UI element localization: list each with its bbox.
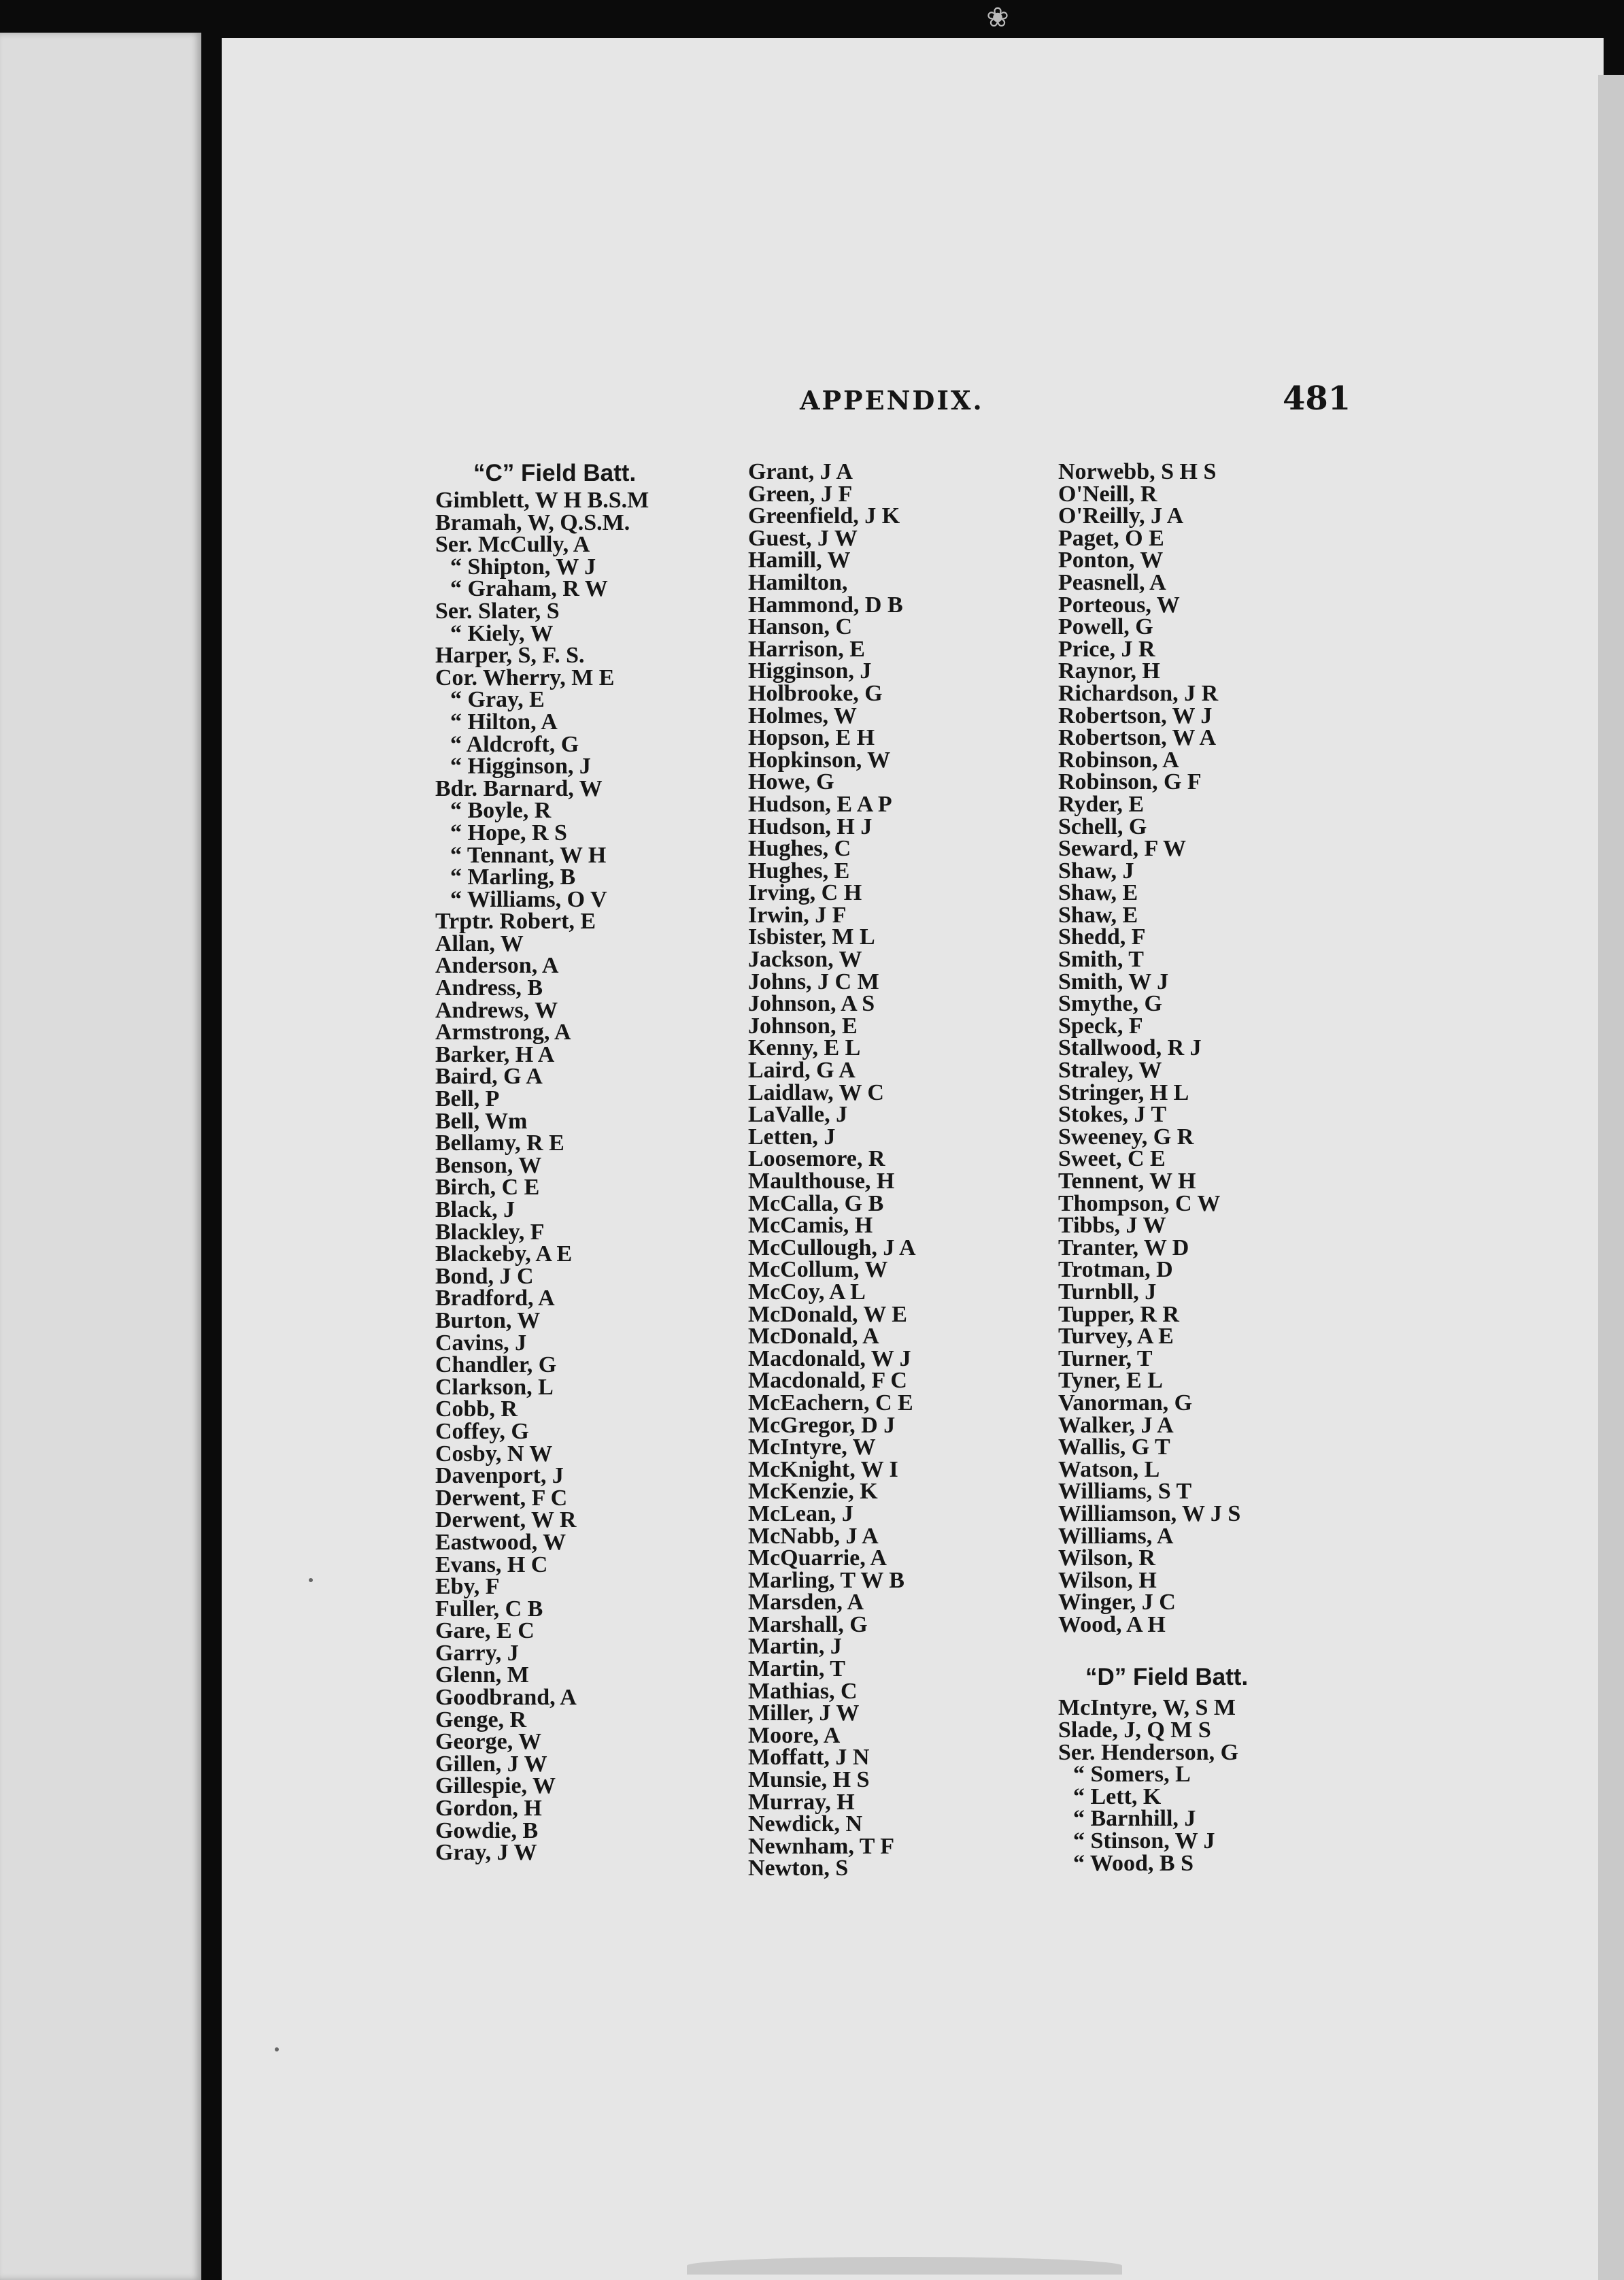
name-entry: Johnson, E [748,1013,858,1039]
name-entry: Gillen, J W [435,1751,547,1777]
name-entry: Norwebb, S H S [1058,459,1217,484]
name-entry: Green, J F [748,481,853,507]
name-entry: Cobb, R [435,1396,518,1422]
name-entry: Burton, W [435,1307,541,1333]
name-entry: “ Kiely, W [450,620,554,646]
name-entry: Speck, F [1058,1013,1143,1039]
name-entry: Eastwood, W [435,1529,566,1555]
name-entry: Peasnell, A [1058,569,1166,595]
name-entry: Robertson, W J [1058,703,1213,728]
name-entry: Stokes, J T [1058,1102,1167,1128]
name-entry: Cosby, N W [435,1441,553,1466]
name-entry: Johns, J C M [748,969,879,994]
name-entry: “ Tennant, W H [450,842,607,868]
left-page [0,33,201,2280]
name-entry: Andrews, W [435,997,558,1023]
name-entry: Williams, S T [1058,1479,1192,1505]
page-edge [1598,75,1624,2280]
name-entry: Loosemore, R [748,1146,885,1172]
name-entry: Tranter, W D [1058,1235,1189,1260]
name-entry: Shaw, E [1058,880,1138,906]
name-entry: Shedd, F [1058,924,1146,950]
name-entry: Goodbrand, A [435,1685,577,1711]
name-entry: Davenport, J [435,1463,564,1489]
name-entry: McDonald, A [748,1324,879,1349]
name-entry: Irwin, J F [748,902,847,928]
name-entry: Ser. McCully, A [435,532,590,558]
name-entry: Gimblett, W H B.S.M [435,488,649,513]
name-entry: Macdonald, W J [748,1345,911,1371]
name-entry: McGregor, D J [748,1412,896,1438]
name-entry: Bdr. Barnard, W [435,775,603,801]
name-entry: Irving, C H [748,880,862,906]
name-entry: Price, J R [1058,636,1155,662]
name-entry: Cavins, J [435,1330,527,1356]
name-entry: Slade, J, Q M S [1058,1717,1211,1743]
name-entry: Bradford, A [435,1286,555,1311]
name-entry: “ Somers, L [1073,1762,1191,1788]
name-entry: Grant, J A [748,459,853,484]
name-entry: Seward, F W [1058,836,1186,862]
name-entry: Birch, C E [435,1175,540,1201]
name-entry: Maulthouse, H [748,1169,895,1194]
name-entry: Newton, S [748,1856,849,1881]
name-entry: Trotman, D [1058,1257,1173,1283]
name-entry: McCalla, G B [748,1190,884,1216]
name-entry: Holbrooke, G [748,680,883,706]
name-entry: Macdonald, F C [748,1368,907,1394]
name-column-3 [1058,461,1357,1875]
name-entry: Powell, G [1058,614,1153,640]
name-entry: Vanorman, G [1058,1390,1193,1415]
name-entry: Martin, T [748,1656,845,1682]
name-entry: McLean, J [748,1501,853,1526]
name-entry: Tupper, R R [1058,1301,1179,1327]
running-head: APPENDIX. [800,385,984,416]
name-entry: Shaw, J [1058,858,1134,884]
name-entry: Ser. Henderson, G [1058,1739,1239,1765]
name-entry: Bond, J C [435,1263,534,1289]
name-entry: “ Boyle, R [450,798,552,824]
name-entry: Gare, E C [435,1618,535,1644]
name-entry: Turvey, A E [1058,1324,1174,1349]
name-entry: Hudson, E A P [748,791,892,817]
name-entry: Ser. Slater, S [435,598,560,624]
name-entry: Eby, F [435,1574,500,1600]
name-entry: McCollum, W [748,1257,888,1283]
name-entry: Mathias, C [748,1678,858,1704]
name-entry: Gowdie, B [435,1817,539,1843]
name-entry: Stringer, H L [1058,1079,1189,1105]
name-entry: “ Lett, K [1073,1783,1162,1809]
name-entry: Hamill, W [748,548,851,573]
name-entry: Williams, A [1058,1523,1174,1549]
page-number: 481 [1283,380,1351,418]
name-entry: Laird, G A [748,1058,856,1084]
name-entry: Stallwood, R J [1058,1035,1202,1061]
name-entry: Watson, L [1058,1456,1160,1482]
name-entry: Blackley, F [435,1219,545,1245]
name-entry: Paget, O E [1058,525,1164,551]
name-entry: “ Hilton, A [450,709,558,735]
name-entry: “ Hope, R S [450,820,567,845]
name-entry: “ Williams, O V [450,886,607,912]
stray-mark [275,2047,279,2051]
name-entry: Newnham, T F [748,1833,895,1859]
name-entry: Turner, T [1058,1345,1153,1371]
name-entry: Wood, A H [1058,1611,1166,1637]
name-entry: Tennent, W H [1058,1169,1196,1194]
name-entry: Trptr. Robert, E [435,909,596,935]
name-entry: Barker, H A [435,1041,555,1067]
name-entry: “ Stinson, W J [1073,1828,1215,1854]
name-entry: Moore, A [748,1722,841,1748]
name-entry: Derwent, W R [435,1507,577,1533]
name-entry: Walker, J A [1058,1412,1174,1438]
name-entry: Newdick, N [748,1811,863,1837]
name-entry: Munsie, H S [748,1767,870,1793]
name-entry: McIntyre, W [748,1435,876,1460]
name-entry: Higginson, J [748,658,872,684]
name-list [1058,461,1357,1636]
section-heading-d-field-batt: “D” Field Batt. [1085,1664,1249,1691]
name-entry: Bellamy, R E [435,1130,564,1156]
name-entry: Robinson, A [1058,747,1179,773]
name-entry: Raynor, H [1058,658,1160,684]
name-entry: Letten, J [748,1124,836,1150]
name-entry: Anderson, A [435,953,559,979]
name-entry: McCoy, A L [748,1279,866,1305]
name-entry: Bell, Wm [435,1108,528,1134]
name-entry: Kenny, E L [748,1035,861,1061]
name-entry: Hanson, C [748,614,853,640]
name-entry: LaValle, J [748,1102,848,1128]
name-entry: Chandler, G [435,1352,557,1378]
name-entry: O'Reilly, J A [1058,503,1184,529]
name-entry: Holmes, W [748,703,857,728]
name-entry: Hammond, D B [748,592,903,618]
name-entry: Moffatt, J N [748,1745,870,1771]
name-entry: Wilson, R [1058,1545,1155,1571]
name-entry: “ Shipton, W J [450,554,596,580]
name-entry: Marshall, G [748,1611,868,1637]
name-entry: McNabb, J A [748,1523,879,1549]
name-entry: Wilson, H [1058,1567,1157,1593]
name-entry: “ Wood, B S [1073,1850,1194,1876]
name-entry: George, W [435,1729,542,1755]
bottom-smudge [687,2257,1122,2275]
name-entry: McIntyre, W, S M [1058,1695,1236,1721]
name-entry: Isbister, M L [748,924,875,950]
name-entry: Derwent, F C [435,1485,568,1511]
name-entry: Schell, G [1058,814,1147,839]
name-entry: Laidlaw, W C [748,1079,884,1105]
name-entry: Thompson, C W [1058,1190,1221,1216]
name-list [748,461,1047,1880]
name-entry: Glenn, M [435,1662,529,1688]
name-entry: Cor. Wherry, M E [435,665,615,690]
name-entry: “ Graham, R W [450,576,608,602]
name-entry: Porteous, W [1058,592,1180,618]
name-entry: Straley, W [1058,1058,1162,1084]
name-entry: McDonald, W E [748,1301,907,1327]
stray-mark [309,1578,313,1582]
name-entry: Greenfield, J K [748,503,900,529]
name-entry: Ponton, W [1058,548,1164,573]
name-entry: Howe, G [748,769,834,795]
name-entry: Miller, J W [748,1700,860,1726]
section-heading-c-field-batt: “C” Field Batt. [473,460,637,486]
name-entry: McKenzie, K [748,1479,878,1505]
name-entry: Genge, R [435,1707,527,1732]
name-column-1 [435,461,734,1864]
name-entry: Hudson, H J [748,814,873,839]
name-entry: Black, J [435,1197,515,1222]
name-entry: Smith, T [1058,947,1144,973]
name-entry: McKnight, W I [748,1456,898,1482]
name-entry: Ryder, E [1058,791,1145,817]
name-entry: Winger, J C [1058,1590,1176,1615]
name-entry: Gray, J W [435,1840,537,1866]
name-entry: Hughes, E [748,858,850,884]
name-entry: Hughes, C [748,836,851,862]
name-entry: Blackeby, A E [435,1241,573,1267]
name-entry: “ Barnhill, J [1073,1806,1196,1832]
name-entry: Gillespie, W [435,1773,556,1799]
name-list [1058,1697,1357,1875]
name-entry: Allan, W [435,931,524,956]
name-entry: Hopkinson, W [748,747,891,773]
name-entry: Marling, T W B [748,1567,904,1593]
name-entry: Guest, J W [748,525,858,551]
name-entry: “ Higginson, J [450,754,591,779]
name-entry: Baird, G A [435,1064,543,1090]
name-entry: Robertson, W A [1058,725,1217,751]
name-entry: Jackson, W [748,947,862,973]
name-entry: Benson, W [435,1152,542,1178]
name-entry: McCamis, H [748,1213,873,1239]
name-entry: Turnbll, J [1058,1279,1157,1305]
name-entry: Williamson, W J S [1058,1501,1241,1526]
name-entry: Bramah, W, Q.S.M. [435,509,630,535]
name-entry: Harrison, E [748,636,865,662]
binding-ornament: ❀ [986,2,1009,33]
name-entry: McQuarrie, A [748,1545,887,1571]
name-entry: Hamilton, [748,569,848,595]
name-entry: Sweet, C E [1058,1146,1166,1172]
name-entry: “ Gray, E [450,687,545,713]
name-entry: Armstrong, A [435,1020,571,1045]
name-entry: “ Marling, B [450,865,576,890]
name-entry: Smythe, G [1058,991,1162,1017]
name-entry: Murray, H [748,1789,855,1815]
name-entry: Smith, W J [1058,969,1169,994]
name-entry: Wallis, G T [1058,1435,1170,1460]
name-entry: “ Aldcroft, G [450,731,579,757]
name-entry: Fuller, C B [435,1596,543,1622]
name-entry: Johnson, A S [748,991,875,1017]
name-entry: Garry, J [435,1640,519,1666]
name-entry: Shaw, E [1058,902,1138,928]
name-entry: McCullough, J A [748,1235,916,1260]
name-entry: Tyner, E L [1058,1368,1163,1394]
name-entry: Harper, S, F. S. [435,643,585,669]
name-entry: Hopson, E H [748,725,875,751]
name-entry: Tibbs, J W [1058,1213,1166,1239]
name-entry: Andress, B [435,975,543,1001]
name-entry: Coffey, G [435,1418,529,1444]
name-entry: McEachern, C E [748,1390,913,1415]
name-entry: Bell, P [435,1086,500,1112]
name-entry: Sweeney, G R [1058,1124,1194,1150]
name-entry: Gordon, H [435,1796,542,1822]
name-column-2 [748,461,1047,1880]
name-list [435,490,734,1864]
name-entry: Martin, J [748,1634,842,1660]
name-entry: Marsden, A [748,1590,864,1615]
name-entry: O'Neill, R [1058,481,1157,507]
name-entry: Richardson, J R [1058,680,1219,706]
name-entry: Clarkson, L [435,1374,554,1400]
name-entry: Robinson, G F [1058,769,1202,795]
name-entry: Evans, H C [435,1552,548,1577]
